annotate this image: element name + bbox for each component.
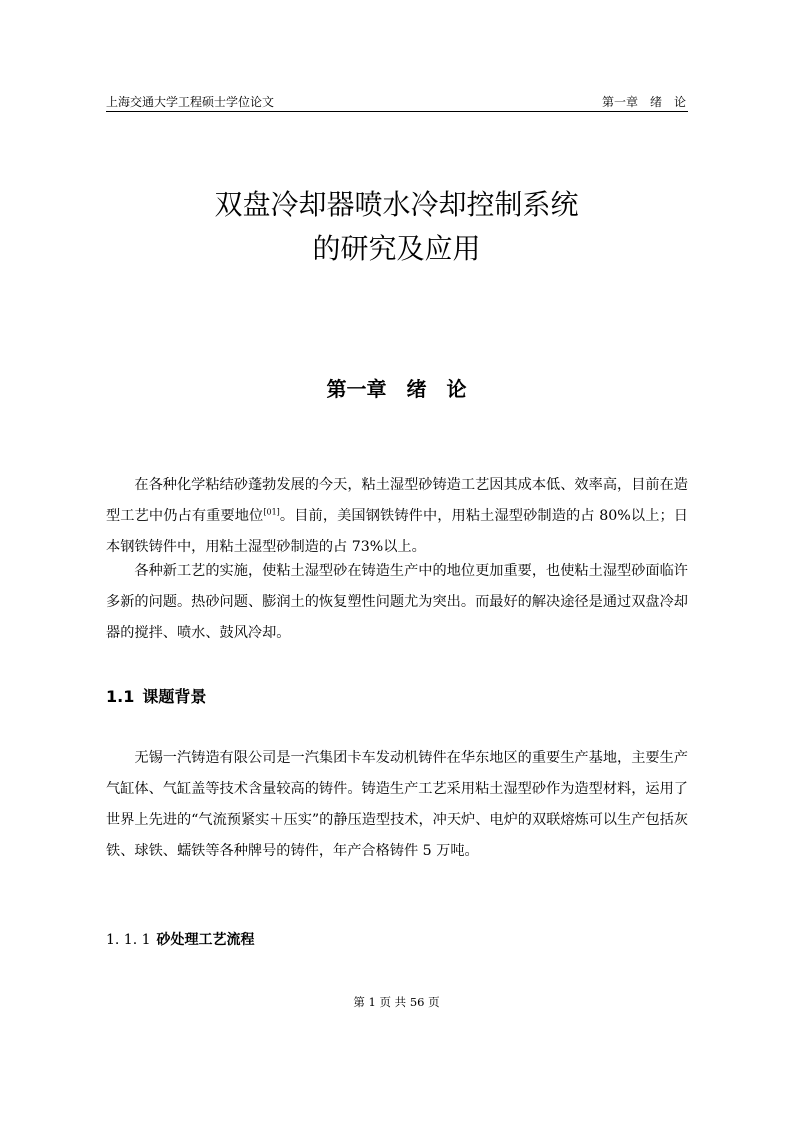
citation-ref: [01]	[263, 507, 280, 517]
page-footer: 第 1 页 共 56 页	[353, 995, 440, 1009]
paragraph-1	[106, 470, 688, 563]
subsection-title: 砂处理工艺流程	[156, 932, 255, 948]
header-chapter-name: 第一章 绪 论	[601, 95, 686, 109]
subsection-number: 1. 1. 1	[106, 932, 151, 948]
paragraph-3: 无锡一汽铸造有限公司是一汽集团卡车发动机铸件在华东地区的重要生产基地，主要生产气缸体、气缸盖等技术含量较高的铸件。铸造生产工艺采用粘土湿型砂作为造型材料，运用了世界上先进的“气流预紧实＋压实”的静压造型技术，冲天炉、电炉的双联熔炼可以生产包括灰铁、球铁、蠕铁等各种牌号的铸件，年产合格铸件 5 万吨。	[106, 750, 689, 859]
paragraph-2: 各种新工艺的实施，使粘土湿型砂在铸造生产中的地位更加重要，也使粘土湿型砂面临许多新的问题。热砂问题、膨润土的恢复塑性问题尤为突出。而最好的解决途径是通过双盘冷却器的搅拌、喷水、鼓风冷却。	[106, 563, 688, 641]
header-thesis-name: 上海交通大学工程硕士学位论文	[106, 95, 275, 109]
paragraph-1-text-a: 在各种化学粘结砂蓬勃发展的今天，粘土湿型砂铸造工艺因其成本低、效率高，目前在造型工艺中仍占有重要地位	[106, 477, 688, 524]
section-title: 课题背景	[142, 687, 207, 706]
chapter-heading: 第一章 绪 论	[326, 377, 467, 401]
section-number: 1.1	[106, 687, 135, 706]
paragraph-1-text-b: 。目前，美国钢铁铸件中，用粘土湿型砂制造的占 80%以上；日本钢铁铸件中，用粘土湿型砂制造的占 73%以上。	[106, 508, 688, 555]
thesis-title-line-1: 双盘冷却器喷水冷却控制系统	[214, 188, 579, 221]
thesis-title-line-2: 的研究及应用	[312, 232, 481, 265]
section-heading	[106, 684, 206, 710]
running-header	[106, 93, 688, 112]
subsection-heading	[106, 927, 255, 953]
